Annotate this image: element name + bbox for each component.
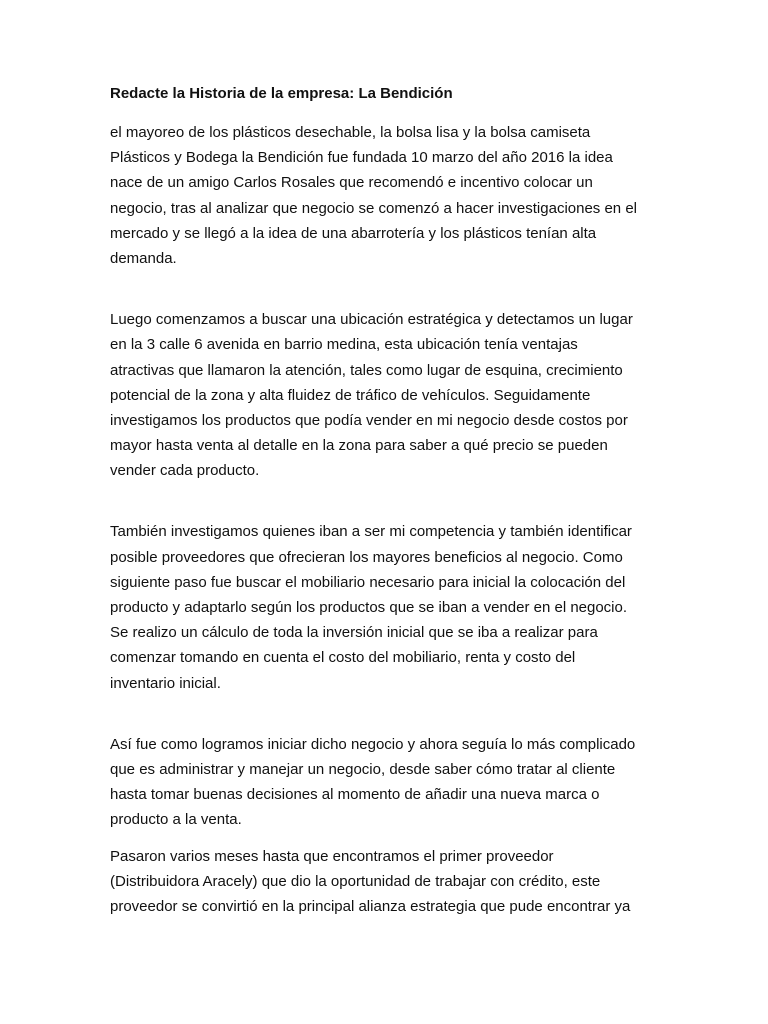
text-line: comenzar tomando en cuenta el costo del mobiliario, renta y costo del — [110, 649, 576, 667]
document-body — [110, 84, 670, 919]
text-line: el mayoreo de los plásticos desechable, la bolsa lisa y la bolsa camiseta — [110, 124, 591, 141]
text-line: producto a la venta. — [110, 811, 242, 829]
text-line: Se realizo un cálculo de toda la inversión inicial que se iba a realizar para — [110, 624, 598, 642]
paragraph-supplier — [110, 844, 670, 920]
text-line: mercado y se llegó a la idea de una abarrotería y los plásticos tenían alta — [110, 224, 597, 242]
text-line: hasta tomar buenas decisiones al momento de añadir una nueva marca o — [110, 786, 600, 804]
text-line: demanda. — [110, 249, 177, 267]
paragraph-spacer — [110, 833, 670, 844]
paragraph-spacer — [110, 271, 670, 307]
text-line: siguiente paso fue buscar el mobiliario necesario para inicial la colocación del — [110, 573, 626, 591]
text-line: Pasaron varios meses hasta que encontramos el primer proveedor — [110, 847, 554, 865]
text-line: También investigamos quienes iban a ser mi competencia y también identificar — [110, 523, 632, 541]
document-title: Redacte la Historia de la empresa: La Bendición — [110, 85, 453, 102]
text-line: potencial de la zona y alta fluidez de tráfico de vehículos. Seguidamente — [110, 386, 591, 404]
paragraph-location — [110, 307, 670, 483]
paragraph-competition — [110, 519, 670, 695]
text-line: inventario inicial. — [110, 674, 221, 692]
text-line: producto y adaptarlo según los productos que se iban a vender en el negocio. — [110, 599, 628, 616]
text-line: que es administrar y manejar un negocio, desde saber cómo tratar al cliente — [110, 760, 616, 778]
text-line: mayor hasta venta al detalle en la zona para saber a qué precio se pueden — [110, 437, 608, 455]
text-line: vender cada producto. — [110, 462, 260, 480]
text-line: (Distribuidora Aracely) que dio la oportunidad de trabajar con crédito, este — [110, 872, 601, 890]
paragraph-founding — [110, 120, 670, 271]
text-line: Luego comenzamos a buscar una ubicación estratégica y detectamos un lugar — [110, 311, 633, 329]
text-line: en la 3 calle 6 avenida en barrio medina, esta ubicación tenía ventajas — [110, 336, 578, 354]
paragraph-spacer — [110, 483, 670, 519]
text-line: Plásticos y Bodega la Bendición fue fundada 10 marzo del año 2016 la idea — [110, 149, 613, 167]
paragraph-spacer — [110, 696, 670, 732]
text-line: Así fue como logramos iniciar dicho negocio y ahora seguía lo más complicado — [110, 735, 636, 753]
text-line: nace de un amigo Carlos Rosales que recomendó e incentivo colocar un — [110, 174, 593, 192]
text-line: posible proveedores que ofrecieran los mayores beneficios al negocio. Como — [110, 548, 623, 566]
text-line: proveedor se convirtió en la principal alianza estrategia que pude encontrar ya — [110, 897, 631, 915]
text-line: negocio, tras al analizar que negocio se comenzó a hacer investigaciones en el — [110, 199, 637, 217]
text-line: atractivas que llamaron la atención, tales como lugar de esquina, crecimiento — [110, 361, 623, 379]
paragraph-start — [110, 732, 670, 833]
text-line: investigamos los productos que podía vender en mi negocio desde costos por — [110, 411, 628, 429]
